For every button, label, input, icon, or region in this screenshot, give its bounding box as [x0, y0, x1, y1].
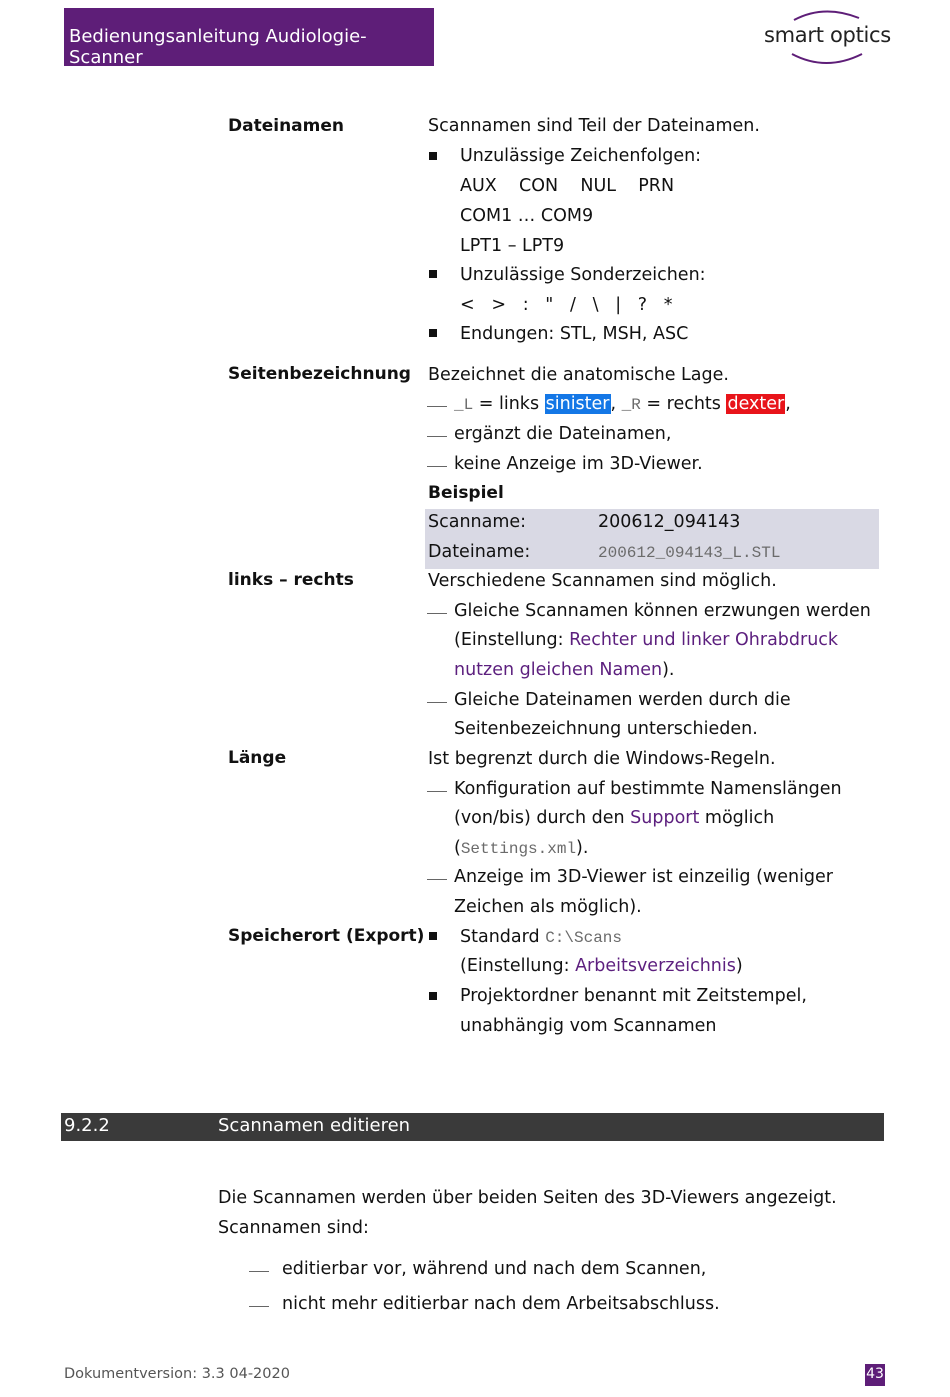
speicherort-bullet-2b: unabhängig vom Scannamen [460, 1016, 717, 1036]
forbidden-sequences-2: COM1 … COM9 [460, 206, 594, 226]
support-suffix: möglich [699, 808, 775, 828]
paren-open: ( [454, 838, 461, 858]
dateinamen-intro: Scannamen sind Teil der Dateinamen. [428, 116, 760, 136]
laenge-dash-2b: Zeichen als möglich). [454, 897, 642, 917]
links-rechts-intro: Verschiedene Scannamen sind möglich. [428, 571, 777, 591]
laenge-dash-1a: Konfiguration auf bestimmte Namenslängen [454, 779, 842, 799]
seiten-intro: Bezeichnet die anatomische Lage. [428, 365, 729, 385]
support-prefix: (von/bis) durch den [454, 808, 631, 828]
square-bullet-icon [429, 992, 437, 1000]
square-bullet-icon [429, 329, 437, 337]
term-dateinamen: Dateinamen [228, 116, 344, 136]
settings-xml-code: Settings.xml [460, 840, 577, 858]
support-link[interactable]: Support [630, 808, 700, 828]
header-title-text: Bedienungsanleitung Audiologie-Scanner [69, 26, 367, 68]
seiten-dash-3: keine Anzeige im 3D-Viewer. [454, 454, 703, 474]
links-rechts-dash-2a: Gleiche Dateinamen werden durch die [454, 690, 791, 710]
dash-bullet-icon [427, 613, 447, 614]
dexter-highlight: dexter [727, 394, 785, 414]
example-value-dateiname: 200612_094143_L.STL [598, 544, 781, 562]
arbeitsverzeichnis-link[interactable]: Arbeitsverzeichnis [575, 956, 736, 976]
closing-paren: ). [662, 660, 675, 680]
laenge-dash-2a: Anzeige im 3D-Viewer ist einzeilig (weniger [454, 867, 834, 887]
setting-link-ohrabdruck[interactable]: Rechter und linker Ohrabdruck [569, 630, 839, 650]
section-list-item-1: editierbar vor, während und nach dem Scannen, [282, 1259, 707, 1279]
code-r: _R [621, 396, 641, 414]
laenge-dash-1c [454, 838, 588, 858]
einstellung-prefix: (Einstellung: [460, 956, 576, 976]
dash-bullet-icon [249, 1306, 269, 1307]
document-header-title [64, 8, 434, 66]
dash-bullet-icon [427, 436, 447, 437]
forbidden-characters: < > : " / \ | ? * [460, 295, 673, 315]
page-number: 43 [865, 1364, 885, 1386]
square-bullet-icon [429, 152, 437, 160]
sinister-highlight: sinister [545, 394, 610, 414]
dateinamen-bullet-2: Unzulässige Sonderzeichen: [460, 265, 706, 285]
term-laenge: Länge [228, 748, 287, 768]
square-bullet-icon [429, 932, 437, 940]
beispiel-heading: Beispiel [428, 483, 504, 503]
section-title: Scannamen editieren [218, 1115, 411, 1136]
footer-document-version: Dokumentversion: 3.3 04-2020 [64, 1366, 290, 1382]
example-label-scanname: Scanname: [428, 512, 527, 532]
example-label-dateiname: Dateiname: [428, 542, 531, 562]
comma-1: , [610, 394, 622, 414]
section-paragraph-1: Die Scannamen werden über beiden Seiten des 3D-Viewers angezeigt. [218, 1188, 837, 1208]
dash-bullet-icon [427, 406, 447, 407]
laenge-dash-1b [454, 808, 774, 828]
square-bullet-icon [429, 270, 437, 278]
links-rechts-dash-1b [454, 630, 838, 650]
section-heading-bar [61, 1113, 884, 1141]
rechts-text: = rechts [640, 394, 727, 414]
code-l: _L [454, 396, 474, 414]
closing-paren: ) [735, 956, 743, 976]
links-rechts-dash-1c [454, 660, 675, 680]
section-paragraph-2: Scannamen sind: [218, 1218, 369, 1238]
logo-text: smart optics [764, 23, 891, 47]
term-speicherort: Speicherort (Export) [228, 926, 425, 946]
seiten-side-codes [454, 394, 791, 414]
speicherort-bullet-2a: Projektordner benannt mit Zeitstempel, [460, 986, 807, 1006]
forbidden-sequences-1: AUX CON NUL PRN [460, 176, 675, 196]
speicherort-bullet-1 [460, 927, 622, 947]
speicherort-bullet-1b [460, 956, 743, 976]
term-seitenbezeichnung: Seitenbezeichnung [228, 364, 411, 384]
dash-bullet-icon [249, 1271, 269, 1272]
section-list-item-2: nicht mehr editierbar nach dem Arbeitsabschluss. [282, 1294, 720, 1314]
laenge-intro: Ist begrenzt durch die Windows-Regeln. [428, 749, 776, 769]
paren-close: ). [576, 838, 589, 858]
smart-optics-logo [764, 6, 891, 68]
example-value-scanname: 200612_094143 [598, 512, 741, 532]
dash-bullet-icon [427, 702, 447, 703]
links-rechts-dash-1a: Gleiche Scannamen können erzwungen werden [454, 601, 871, 621]
forbidden-sequences-3: LPT1 – LPT9 [460, 236, 565, 256]
seiten-dash-2: ergänzt die Dateinamen, [454, 424, 672, 444]
term-links-rechts: links – rechts [228, 570, 354, 590]
setting-link-gleichen-namen[interactable]: nutzen gleichen Namen [454, 660, 663, 680]
scans-path-code: C:\Scans [545, 929, 622, 947]
comma-2: , [785, 394, 791, 414]
dash-bullet-icon [427, 791, 447, 792]
section-number: 9.2.2 [64, 1115, 110, 1136]
dateinamen-bullet-1: Unzulässige Zeichenfolgen: [460, 146, 702, 166]
einstellung-prefix: (Einstellung: [454, 630, 570, 650]
dash-bullet-icon [427, 879, 447, 880]
dateinamen-bullet-3: Endungen: STL, MSH, ASC [460, 324, 689, 344]
links-text: = links [473, 394, 545, 414]
standard-prefix: Standard [460, 927, 546, 947]
links-rechts-dash-2b: Seitenbezeichnung unterschieden. [454, 719, 758, 739]
dash-bullet-icon [427, 466, 447, 467]
